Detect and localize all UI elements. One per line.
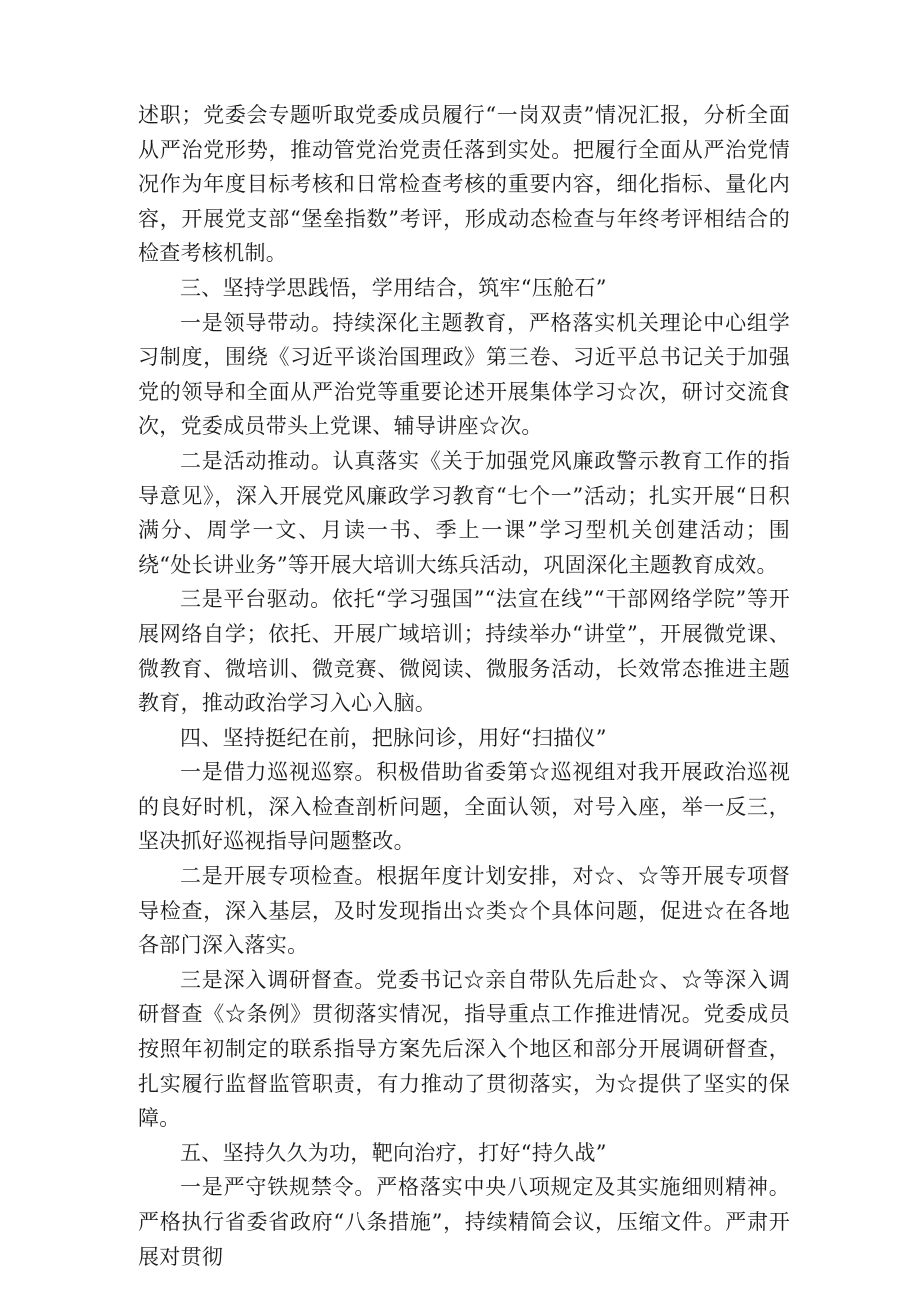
paragraph-inspection: 一是借力巡视巡察。积极借助省委第☆巡视组对我开展政治巡视的良好时机，深入检查剖析问题，全面认领，对号入座，举一反三，坚决抓好巡视指导问题整改。	[138, 760, 790, 854]
section-heading-4: 四、坚持挺纪在前，把脉问诊，用好“扫描仪”	[180, 725, 607, 750]
paragraph-activities: 二是活动推动。认真落实《关于加强党风廉政警示教育工作的指导意见》，深入开展党风廉政学习教育“七个一”活动；扎实开展“日积满分、周学一文、月读一书、季上一课”学习型机关创建活动；围绕“处长讲业务”等开展大培训大练兵活动，巩固深化主题教育成效。	[138, 448, 790, 577]
paragraph-continuation: 述职；党委会专题听取党委成员履行“一岗双责”情况汇报，分析全面从严治党形势，推动管党治党责任落到实处。把履行全面从严治党情况作为年度目标考核和日常检查考核的重要内容，细化指标、量化内容，开展党支部“堡垒指数”考评，形成动态检查与年终考评相结合的检查考核机制。	[138, 103, 790, 266]
section-heading-3: 三、坚持学思践悟，学用结合，筑牢“压舱石”	[180, 275, 607, 300]
paragraph-platforms: 三是平台驱动。依托“学习强国”“法宣在线”“干部网络学院”等开展网络自学；依托、开展广域培训；持续举办“讲堂”，开展微党课、微教育、微培训、微竞赛、微阅读、微服务活动，长效常态推进主题教育，推动政治学习入心入脑。	[138, 587, 790, 716]
paragraph-leadership: 一是领导带动。持续深化主题教育，严格落实机关理论中心组学习制度，围绕《习近平谈治国理政》第三卷、习近平总书记关于加强党的领导和全面从严治党等重要论述开展集体学习☆次，研讨交流食次，党委成员带头上党课、辅导讲座☆次。	[138, 310, 790, 439]
section-heading-5: 五、坚持久久为功，靶向治疗，打好“持久战”	[180, 1140, 607, 1165]
paragraph-discipline: 一是严守铁规禁令。严格落实中央八项规定及其实施细则精神。严格执行省委省政府“八条措施”，持续精简会议，压缩文件。严肃开展对贯彻	[138, 1175, 790, 1269]
document-page	[138, 98, 790, 1274]
paragraph-research: 三是深入调研督查。党委书记☆亲自带队先后赴☆、☆等深入调研督查《☆条例》贯彻落实情况，指导重点工作推进情况。党委成员按照年初制定的联系指导方案先后深入个地区和部分开展调研督查，扎实履行监督监管职责，有力推动了贯彻落实，为☆提供了坚实的保障。	[138, 967, 790, 1131]
paragraph-special-check: 二是开展专项检查。根据年度计划安排，对☆、☆等开展专项督导检查，深入基层，及时发现指出☆类☆个具体问题，促进☆在各地各部门深入落实。	[138, 864, 790, 958]
